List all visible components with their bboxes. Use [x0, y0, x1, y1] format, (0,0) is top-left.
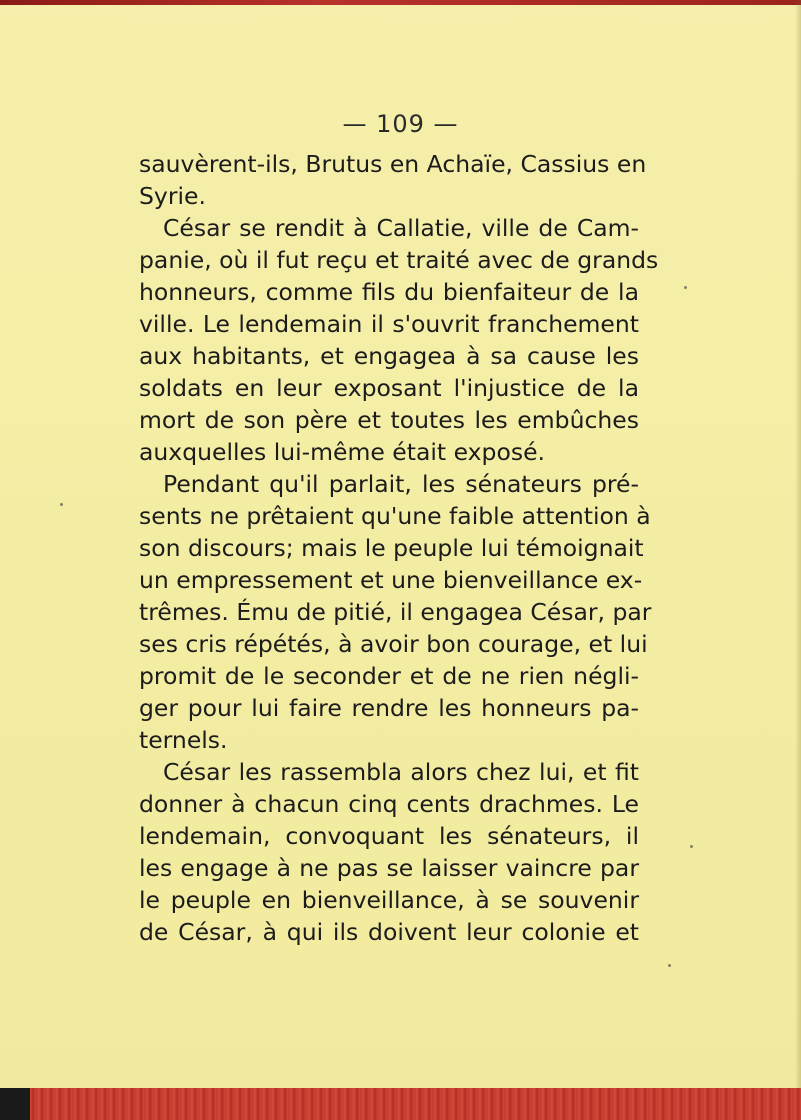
text-line: sauvèrent-ils, Brutus en Achaïe, Cassius en [139, 150, 647, 178]
paper-speck [668, 964, 671, 967]
text-line: auxquelles lui-même était exposé. [139, 438, 546, 466]
text-line: mort de son père et toutes les embûches [139, 406, 639, 434]
page-right-shadow [795, 0, 801, 1088]
text-line: ger pour lui faire rendre les honneurs pa- [139, 694, 639, 722]
page-number: — 109 — [342, 110, 459, 138]
page-bottom-edge [0, 1088, 801, 1120]
text-line: promit de le seconder et de ne rien négli- [139, 662, 639, 690]
text-line: son discours; mais le peuple lui témoignait [139, 534, 644, 562]
text-line: les engage à ne pas se laisser vaincre par [139, 854, 639, 882]
text-line: sents ne prêtaient qu'une faible attention à [139, 502, 651, 530]
text-line: trêmes. Ému de pitié, il engagea César, par [139, 598, 652, 626]
page-top-edge [0, 0, 801, 5]
paper-speck [684, 286, 687, 289]
text-line: ses cris répétés, à avoir bon courage, et lui [139, 630, 648, 658]
body-text [139, 148, 659, 948]
text-line: de César, à qui ils doivent leur colonie et [139, 918, 639, 946]
text-line: ville. Le lendemain il s'ouvrit franchement [139, 310, 639, 338]
text-line: le peuple en bienveillance, à se souvenir [139, 886, 639, 914]
text-line: donner à chacun cinq cents drachmes. Le [139, 790, 639, 818]
text-line: ternels. [139, 726, 228, 754]
text-line: honneurs, comme fils du bienfaiteur de la [139, 278, 639, 306]
text-line: Syrie. [139, 182, 206, 210]
paper-speck [60, 503, 63, 506]
paper-speck [690, 845, 693, 848]
text-line: Pendant qu'il parlait, les sénateurs pré- [163, 470, 639, 498]
text-line: aux habitants, et engagea à sa cause les [139, 342, 639, 370]
text-line: César les rassembla alors chez lui, et fit [163, 758, 639, 786]
text-line: soldats en leur exposant l'injustice de la [139, 374, 639, 402]
text-line: César se rendit à Callatie, ville de Cam- [163, 214, 639, 242]
text-line: un empressement et une bienveillance ex- [139, 566, 643, 594]
text-line: lendemain, convoquant les sénateurs, il [139, 822, 639, 850]
text-line: panie, où il fut reçu et traité avec de grands [139, 246, 659, 274]
